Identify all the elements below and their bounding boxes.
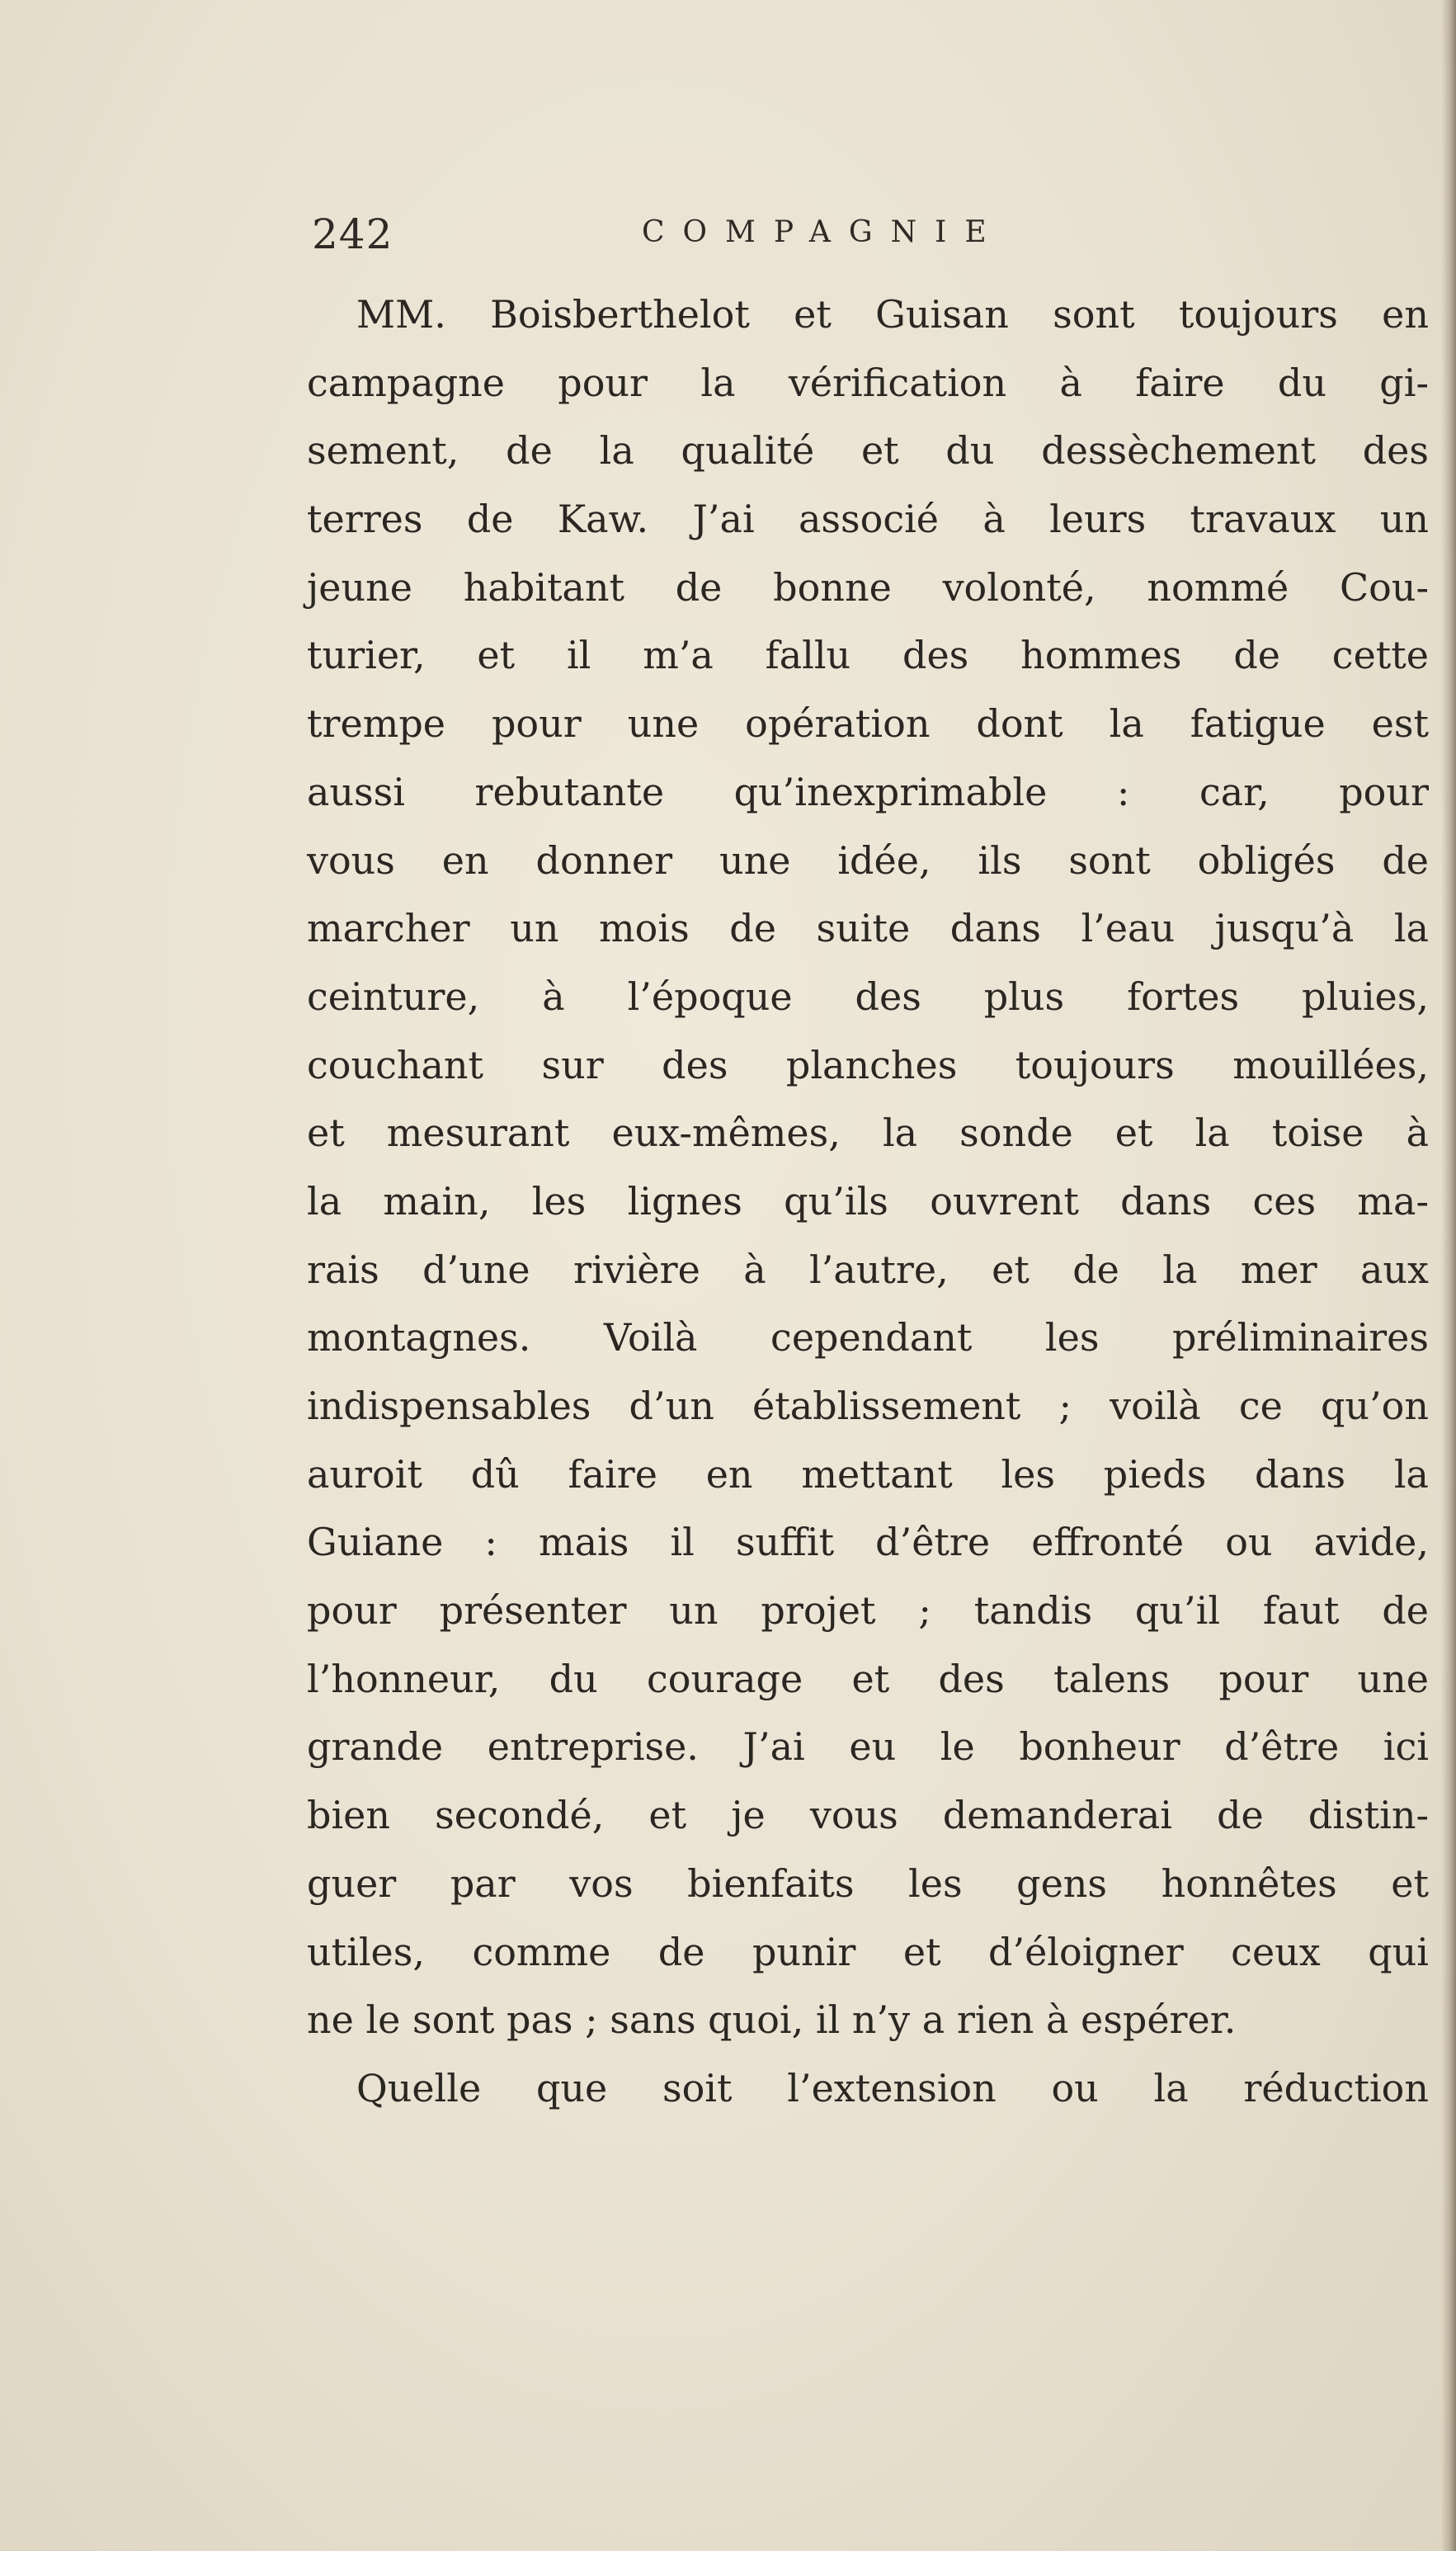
body-text	[307, 281, 1429, 2123]
text-line: la main, les lignes qu’ils ouvrent dans ces ma-	[307, 1178, 1429, 1224]
text-line: turier, et il m’a fallu des hommes de cette	[307, 633, 1429, 678]
text-line: ceinture, à l’époque des plus fortes pluies,	[307, 974, 1429, 1019]
text-line: montagnes. Voilà cependant les préliminaires	[307, 1315, 1429, 1360]
text-line: trempe pour une opération dont la fatigue est	[307, 701, 1429, 747]
text-line: auroit dû faire en mettant les pieds dans la	[307, 1451, 1429, 1497]
text-line: MM. Boisberthelot et Guisan sont toujours en	[356, 292, 1429, 337]
text-line: indispensables d’un établissement ; voilà ce qu’on	[307, 1384, 1429, 1428]
text-line: campagne pour la vérification à faire du gi-	[307, 360, 1429, 405]
page-header	[312, 210, 1434, 285]
text-line: Quelle que soit l’extension ou la réduction	[356, 2065, 1429, 2110]
text-line: l’honneur, du courage et des talens pour une	[307, 1656, 1429, 1701]
text-line: pour présenter un projet ; tandis qu’il faut de	[307, 1588, 1429, 1634]
text-line: marcher un mois de suite dans l’eau jusqu’à la	[307, 906, 1429, 951]
text-line: rais d’une rivière à l’autre, et de la mer aux	[307, 1247, 1429, 1292]
text-line: Guiane : mais il suffit d’être effronté ou avide,	[307, 1520, 1429, 1565]
page-edge-shadow	[1441, 0, 1456, 2551]
text-line: guer par vos bienfaits les gens honnêtes et	[307, 1860, 1429, 1906]
page-number: 242	[312, 210, 393, 258]
text-line: jeune habitant de bonne volonté, nommé Cou-	[307, 564, 1429, 610]
text-line: bien secondé, et je vous demanderai de distin-	[307, 1793, 1429, 1838]
text-line: terres de Kaw. J’ai associé à leurs travaux un	[307, 497, 1429, 542]
text-line: couchant sur des planches toujours mouillées,	[307, 1042, 1429, 1087]
text-line: aussi rebutante qu’inexprimable : car, pour	[307, 769, 1429, 814]
text-line: vous en donner une idée, ils sont obligés de	[307, 837, 1429, 883]
text-line: ne le sont pas ; sans quoi, il n’y a rien à espérer.	[307, 1997, 1237, 2043]
text-line: utiles, comme de punir et d’éloigner ceux qui	[307, 1929, 1429, 1974]
text-line: et mesurant eux-mêmes, la sonde et la toise à	[307, 1110, 1429, 1156]
text-line: grande entreprise. J’ai eu le bonheur d’être ici	[307, 1724, 1429, 1770]
running-head: COMPAGNIE	[642, 215, 1005, 249]
text-line: sement, de la qualité et du dessèchement des	[307, 428, 1429, 474]
